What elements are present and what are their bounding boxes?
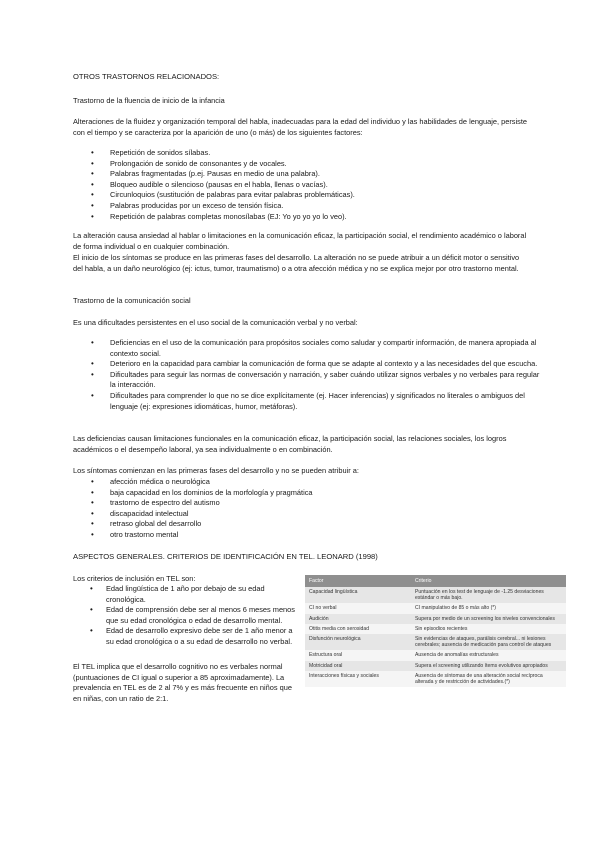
table-cell: Otitis media con serosidad [305,624,411,634]
table-header-row [305,575,566,587]
table-cell: CI no verbal [305,603,411,613]
social-communication-onset-paragraph: Los síntomas comienzan en las primeras fases del desarrollo y no se pueden atribuir a: [73,466,359,475]
fluency-intro-paragraph: Alteraciones de la fluidez y organización temporal del habla, inadecuadas para la edad del individuo y las habilidades de lenguaje, persiste con el tiempo y se caracteriza por la aparición de uno (o más) de los siguientes factores: [73,117,528,137]
fluency-symptom-list [73,148,355,222]
social-communication-intro: Es una dificultades persistentes en el uso social de la comunicación verbal y no verbal: [73,318,358,327]
table-cell: Ausencia de síntomas de una alteración social recíproca alterada y de restricción de actividades.(*) [411,671,566,687]
list-item: • Edad lingüística de 1 año por debajo de su edad cronológica. [73,584,298,605]
table-row [305,614,566,624]
table-cell: Disfunción neurológica [305,634,411,650]
table-cell: Sin evidencias de ataques, parálisis cerebral... ni lesiones cerebrales; ausencia de medicación para control de ataques [411,634,566,650]
list-item: • baja capacidad en los dominios de la morfología y pragmática [73,488,313,499]
table-row [305,650,566,660]
table-row [305,624,566,634]
table-row [305,587,566,603]
subheading-fluency-disorder: Trastorno de la fluencia de inicio de la infancia [73,96,225,105]
section-heading-tel-criteria: ASPECTOS GENERALES. CRITERIOS DE IDENTIFICACIÓN EN TEL. LEONARD (1998) [73,552,378,561]
table-cell: Capacidad lingüística [305,587,411,603]
table-cell: Interacciones físicas y sociales [305,671,411,687]
list-item: • Bloqueo audible o silencioso (pausas en el habla, llenas o vacías). [73,180,355,191]
list-item: • otro trastorno mental [73,530,313,541]
table-cell: CI manipulativo de 85 o más alto (*) [411,603,566,613]
table-cell: Estructura oral [305,650,411,660]
list-item: • Dificultades para comprender lo que no se dice explícitamente (ej. Hacer inferencias) y significados no literales o ambiguos del lenguaje (ej: expresiones idiomáticas, humor, metáforas). [73,391,543,412]
table-cell: Sin episodios recientes [411,624,566,634]
list-item: • discapacidad intelectual [73,509,313,520]
social-communication-limitations-paragraph: Las deficiencias causan limitaciones funcionales en la comunicación eficaz, la participación social, las relaciones sociales, los logros académicos o el desempeño laboral, ya sea individualmente o en combinación. [73,434,507,454]
inclusion-criteria-intro: Los criterios de inclusión en TEL son: [73,574,196,583]
list-item: • Deterioro en la capacidad para cambiar la comunicación de forma que se adapte al contexto y a las necesidades del que escucha. [73,359,543,370]
table-cell: Motricidad oral [305,661,411,671]
inclusion-criteria-list [73,584,298,648]
tel-cognitive-prevalence-paragraph: El TEL implica que el desarrollo cognitivo no es verbales normal (puntuaciones de CI igual o superior a 85 aproximadamente). La prevalencia en TEL es de 2 al 7% y es más frecuente en niños que en niñas, con un ratio de 2:1. [73,662,292,703]
section-heading-related-disorders: OTROS TRASTORNOS RELACIONADOS: [73,72,220,81]
list-item: • Edad de comprensión debe ser al menos 6 meses menos que su edad cronológica o edad de desarrollo mental. [73,605,298,626]
list-item: • Palabras producidas por un exceso de tensión física. [73,201,355,212]
tel-criteria-table [305,575,566,687]
social-communication-deficit-list [73,338,543,412]
list-item: • Deficiencias en el uso de la comunicación para propósitos sociales como saludar y compartir información, de manera apropiada al contexto social. [73,338,543,359]
table-header-cell: Criterio [411,575,566,587]
list-item: • Repetición de sonidos sílabas. [73,148,355,159]
list-item: • afección médica o neurológica [73,477,313,488]
list-item: • Circunloquios (sustitución de palabras para evitar palabras problemáticas). [73,190,355,201]
table-header-cell: Factor [305,575,411,587]
list-item: • Palabras fragmentadas (p.ej. Pausas en medio de una palabra). [73,169,355,180]
list-item: • trastorno de espectro del autismo [73,498,313,509]
list-item: • Dificultades para seguir las normas de conversación y narración, y saber cuándo utilizar signos verbales y no verbales para regular la interacción. [73,370,543,391]
table-row [305,634,566,650]
table-cell: Ausencia de anomalías estructurales [411,650,566,660]
table-row [305,671,566,687]
subheading-social-communication: Trastorno de la comunicación social [73,296,191,305]
table-cell: Audición [305,614,411,624]
fluency-onset-paragraph: El inicio de los síntomas se produce en las primeras fases del desarrollo. La alteración no se puede atribuir a un déficit motor o sensitivo del habla, a un daño neurológico (ej: ictus, tumor, traumatismo) o a otra afección médica y no se explica mejor por otro trastorno mental. [73,253,520,273]
list-item: • Repetición de palabras completas monosílabas (EJ: Yo yo yo yo lo veo). [73,212,355,223]
table-row [305,661,566,671]
exclusion-list [73,477,313,541]
table-cell: Supera por medio de un screening los niveles convencionales [411,614,566,624]
table-cell: Puntuación en los test de lenguaje de -1.25 desviaciones estándar o más bajo. [411,587,566,603]
list-item: • Prolongación de sonido de consonantes y de vocales. [73,159,355,170]
table-cell: Supera el screening utilizando ítems evolutivos apropiados [411,661,566,671]
list-item: • Edad de desarrollo expresivo debe ser de 1 año menor a su edad cronológica o a su edad de desarrollo no verbal. [73,626,298,647]
list-item: • retraso global del desarrollo [73,519,313,530]
fluency-consequence-paragraph: La alteración causa ansiedad al hablar o limitaciones en la comunicación eficaz, la participación social, el rendimiento académico o laboral de forma individual o en cualquier combinación. [73,231,527,251]
table-row [305,603,566,613]
